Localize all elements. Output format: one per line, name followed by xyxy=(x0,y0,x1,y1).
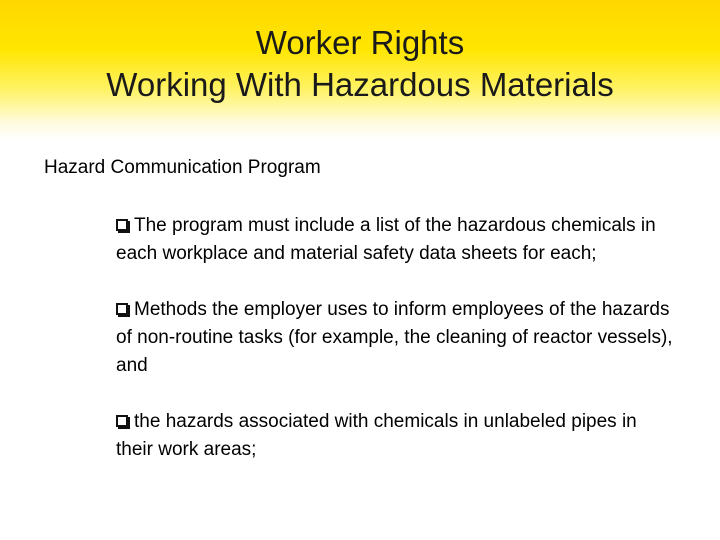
slide-title xyxy=(0,22,720,106)
bullet-text: The program must include a list of the hazardous chemicals in each workplace and material safety data sheets for each; xyxy=(116,215,656,264)
title-line-2: Working With Hazardous Materials xyxy=(106,66,614,103)
section-heading: Hazard Communication Program xyxy=(44,157,321,178)
bullet-text: Methods the employer uses to inform employees of the hazards of non-routine tasks (for example, the cleaning of reactor vessels), and xyxy=(116,299,673,376)
bullet-list xyxy=(116,212,676,492)
bullet-item xyxy=(116,296,676,380)
bullet-item xyxy=(116,212,676,268)
bullet-text: the hazards associated with chemicals in unlabeled pipes in their work areas; xyxy=(116,411,637,460)
title-line-1: Worker Rights xyxy=(255,24,465,61)
bullet-item xyxy=(116,408,676,464)
checkbox-icon xyxy=(116,303,128,315)
checkbox-icon xyxy=(116,219,128,231)
checkbox-icon xyxy=(116,415,128,427)
